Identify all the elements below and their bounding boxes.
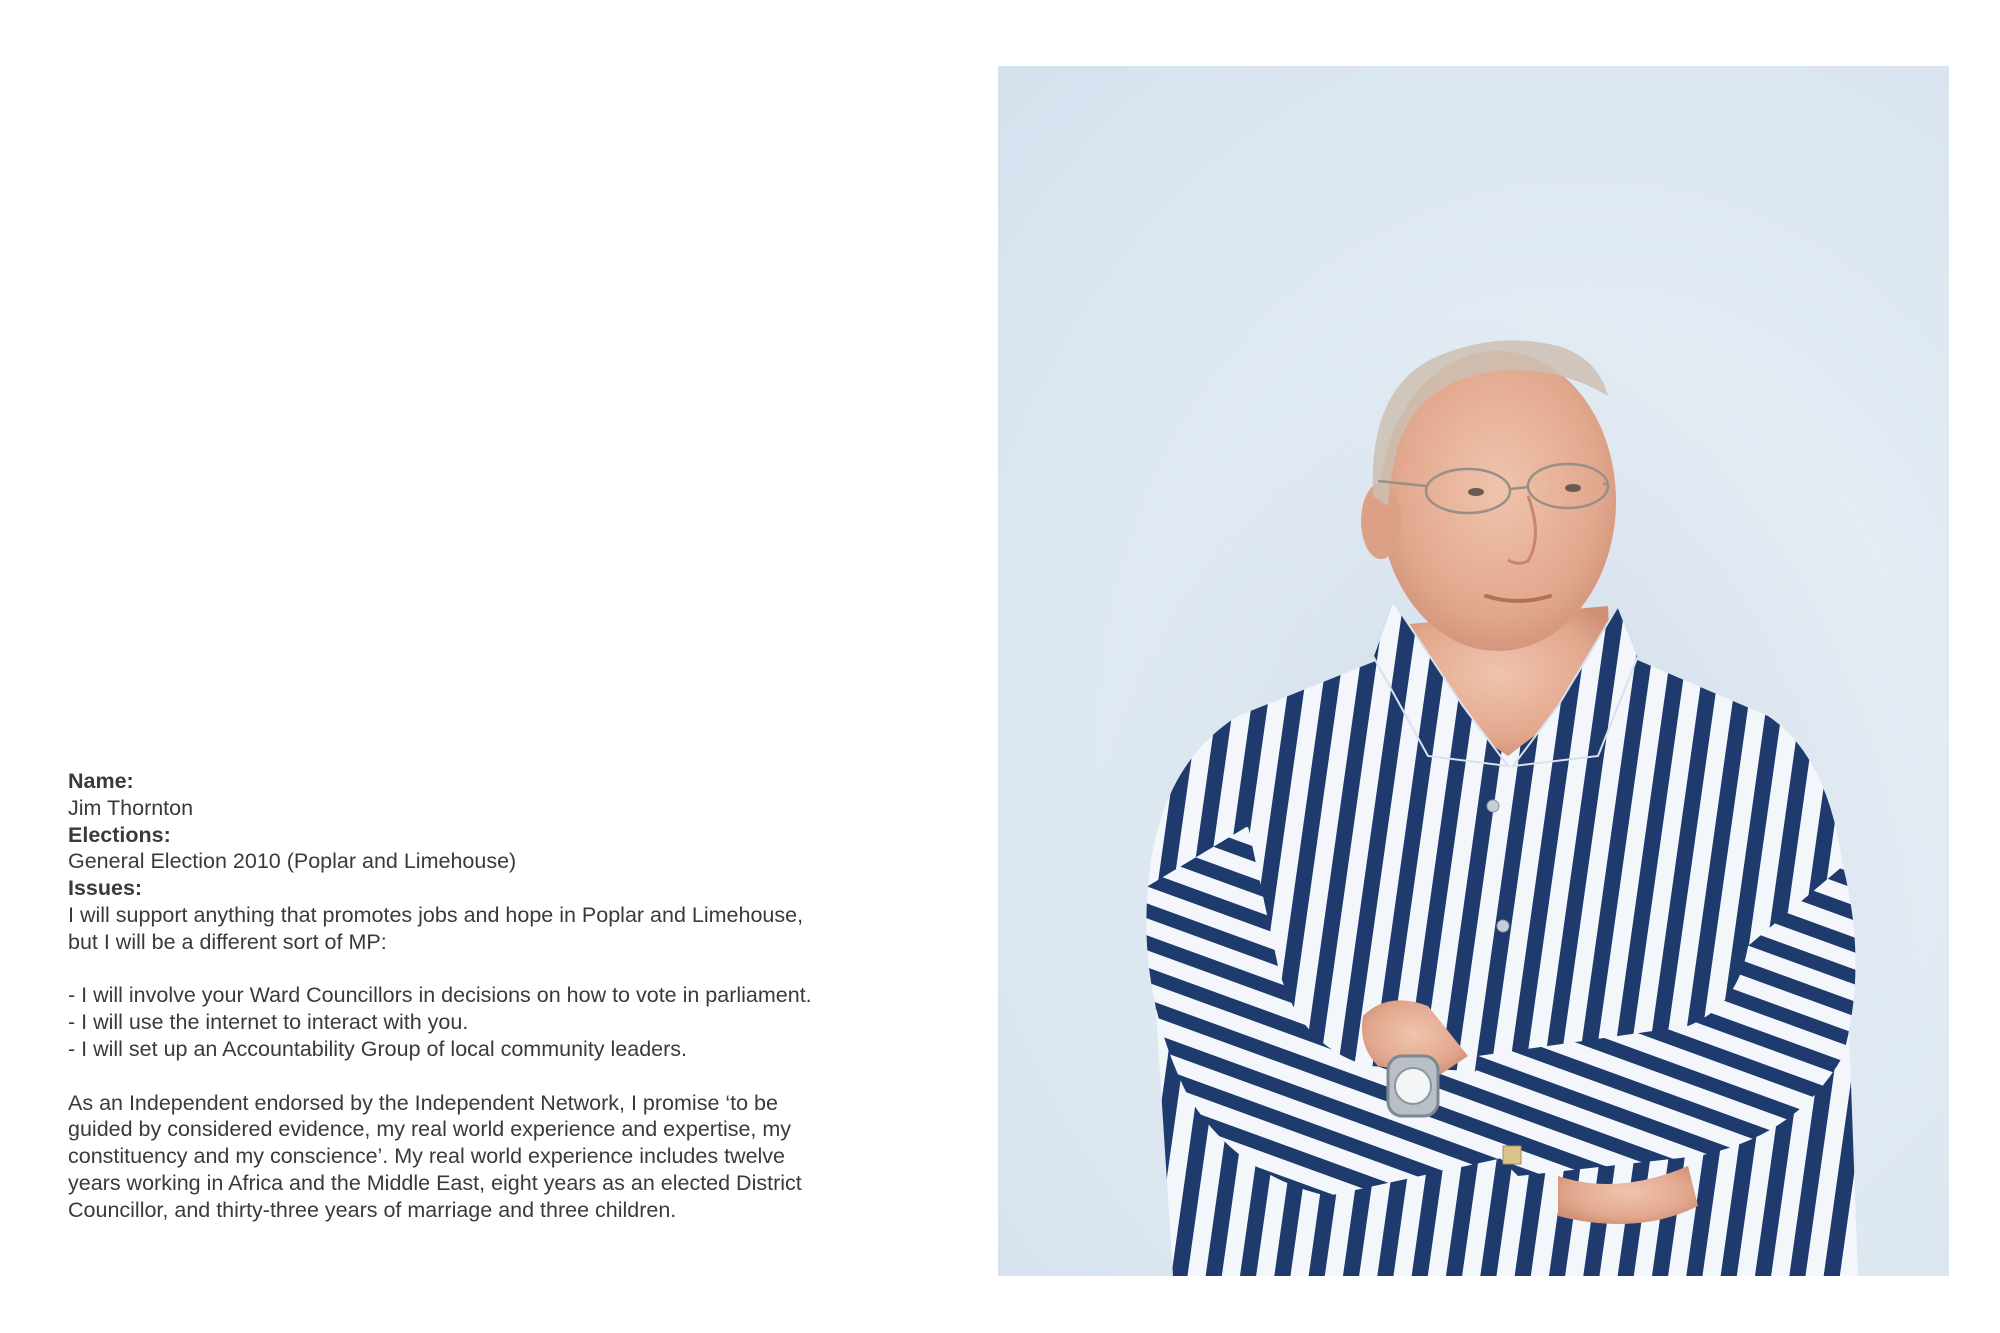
cufflink — [1503, 1146, 1521, 1164]
pledge-item: - I will set up an Accountability Group of local community leaders. — [68, 1036, 688, 1061]
portrait-illustration — [998, 66, 1949, 1276]
candidate-portrait-photo — [998, 66, 1949, 1276]
spacer — [68, 1063, 828, 1090]
pledge-item: - I will use the internet to interact with you. — [68, 1010, 469, 1035]
eye — [1468, 488, 1484, 496]
issues-intro: I will support anything that promotes jobs and hope in Poplar and Limehouse, but I will be a different sort of MP: — [68, 902, 804, 954]
spacer — [68, 956, 828, 983]
candidate-statement: As an Independent endorsed by the Independent Network, I promise ‘to be guided by considered evidence, my real world experience and expertise, my constituency and my conscience’. My real world experience includes twelve years working in Africa and the Middle East, eight years as an elected District Councillor, and thirty-three years of marriage and three children. — [68, 1090, 802, 1222]
eye — [1565, 484, 1581, 492]
name-label: Name: — [68, 769, 134, 793]
shirt-button — [1487, 800, 1499, 812]
issues-label: Issues: — [68, 876, 143, 901]
shirt-button — [1497, 920, 1509, 932]
pledge-item: - I will involve your Ward Councillors in decisions on how to vote in parliament. — [68, 983, 812, 1008]
candidate-profile — [68, 768, 828, 1224]
elections-value: General Election 2010 (Poplar and Limehouse) — [68, 849, 517, 874]
candidate-name: Jim Thornton — [68, 795, 194, 820]
elections-label: Elections: — [68, 822, 171, 847]
wristwatch-icon — [1388, 1056, 1438, 1116]
